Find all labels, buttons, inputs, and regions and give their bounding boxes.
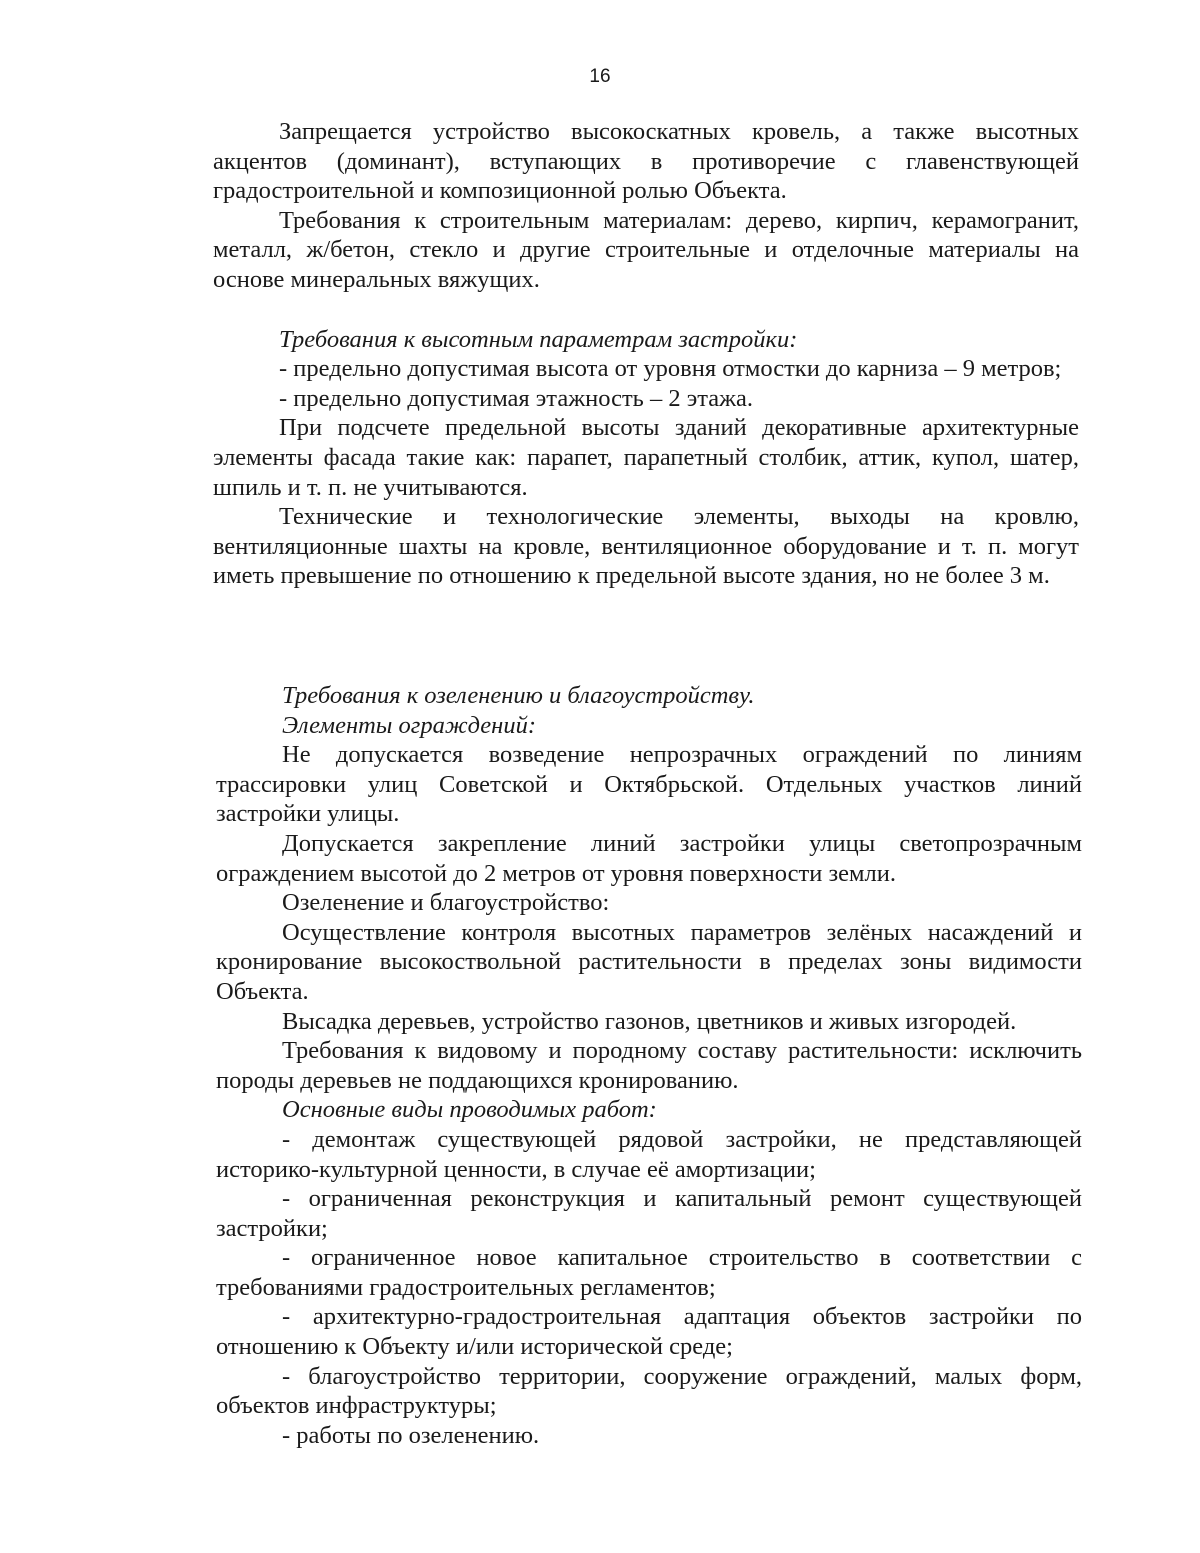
list-item-demolition: - демонтаж существующей рядовой застройки, не представляющей историко-культурной ценности, в случае её амортизации;	[216, 1125, 1082, 1183]
heading-work-types: Основные виды проводимых работ:	[282, 1096, 657, 1124]
paragraph-building-materials: Требования к строительным материалам: дерево, кирпич, керамогранит, металл, ж/бетон, стекло и другие строительные и отделочные материалы на основе минеральных вяжущих.	[213, 206, 1079, 293]
list-item-greening-works: - работы по озеленению.	[282, 1421, 540, 1449]
paragraph-planting: Высадка деревьев, устройство газонов, цветников и живых изгородей.	[282, 1007, 1017, 1035]
paragraph-height-calculation: При подсчете предельной высоты зданий декоративные архитектурные элементы фасада такие как: парапет, парапетный столбик, аттик, купол, шатер, шпиль и т. п. не учитываются.	[213, 414, 1079, 501]
list-item-new-construction: - ограниченное новое капитальное строительство в соответствии с требованиями градостроительных регламентов;	[216, 1244, 1082, 1301]
paragraph-technical-elements: Технические и технологические элементы, выходы на кровлю, вентиляционные шахты на кровле, вентиляционное оборудование и т. п. могут иметь превышение по отношению к предельной высоте здания, но не более 3 м.	[213, 503, 1079, 590]
body-text-lower	[216, 681, 1082, 1450]
body-text-upper	[213, 117, 1079, 591]
heading-height-parameters: Требования к высотным параметрам застройки:	[279, 325, 798, 353]
paragraph-species-requirements: Требования к видовому и породному составу растительности: исключить породы деревьев не поддающихся кронированию.	[216, 1037, 1082, 1094]
list-item-adaptation: - архитектурно-градостроительная адаптация объектов застройки по отношению к Объекту и/или исторической среде;	[216, 1303, 1082, 1361]
paragraph-opaque-fences: Не допускается возведение непрозрачных ограждений по линиям трассировки улиц Советской и Октябрьской. Отдельных участков линий застройки улицы.	[216, 741, 1082, 828]
list-item-max-height: - предельно допустимая высота от уровня отмостки до карниза – 9 метров;	[279, 355, 1062, 383]
list-item-improvement: - благоустройство территории, сооружение ограждений, малых форм, объектов инфраструктуры;	[216, 1362, 1082, 1420]
heading-greening: Озеленение и благоустройство:	[282, 889, 610, 917]
heading-fencing-elements: Элементы ограждений:	[282, 711, 536, 739]
page-number: 16	[589, 66, 611, 87]
list-item-max-floors: - предельно допустимая этажность – 2 этажа.	[279, 384, 754, 412]
paragraph-height-control: Осуществление контроля высотных параметров зелёных насаждений и кронирование высокоствольной растительности в пределах зоны видимости Объекта.	[216, 918, 1082, 1005]
paragraph-transparent-fences: Допускается закрепление линий застройки улицы светопрозрачным ограждением высотой до 2 метров от уровня поверхности земли.	[216, 829, 1082, 887]
heading-landscaping: Требования к озеленению и благоустройству.	[282, 682, 755, 709]
list-item-reconstruction: - ограниченная реконструкция и капитальный ремонт существующей застройки;	[216, 1185, 1082, 1242]
paragraph-roof-restrictions: Запрещается устройство высокоскатных кровель, а также высотных акцентов (доминант), вступающих в противоречие с главенствующей градостроительной и композиционной ролью Объекта.	[213, 118, 1079, 205]
